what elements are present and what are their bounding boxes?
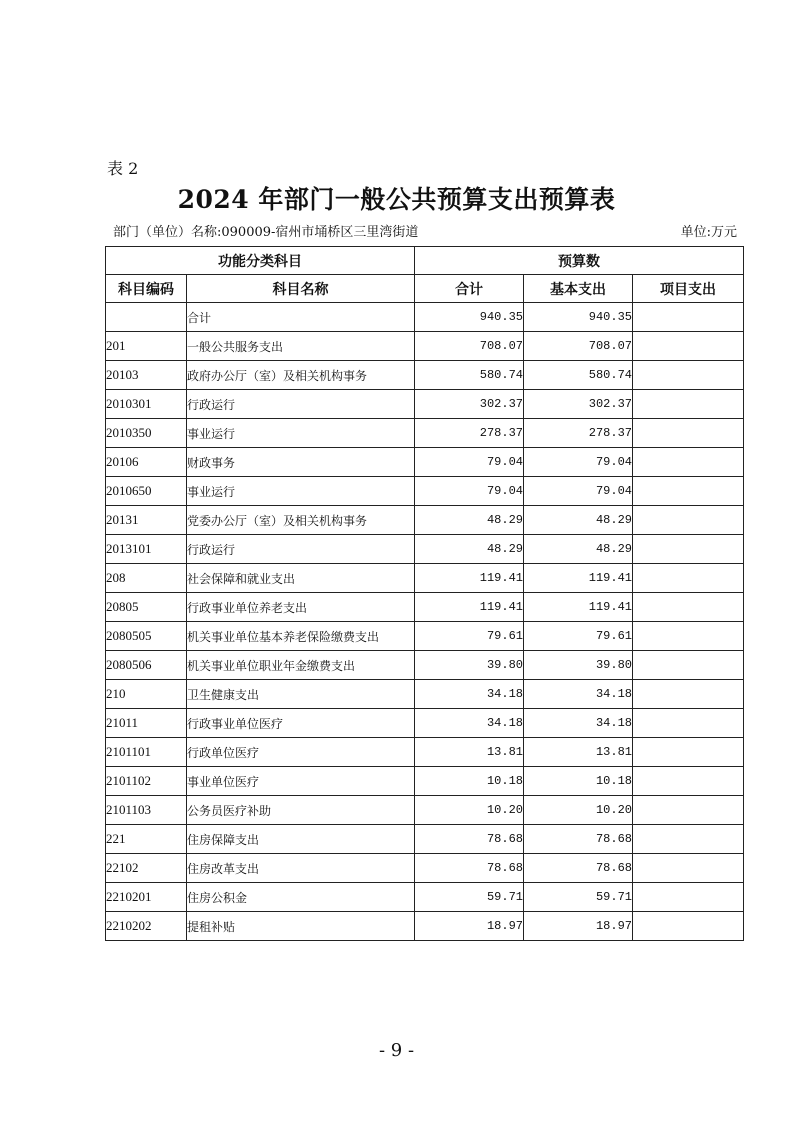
cell-basic-expenditure: 48.29 bbox=[524, 535, 633, 564]
cell-subject-name: 政府办公厅（室）及相关机构事务 bbox=[187, 361, 415, 390]
cell-subject-name: 住房改革支出 bbox=[187, 854, 415, 883]
cell-total: 48.29 bbox=[415, 506, 524, 535]
cell-total: 278.37 bbox=[415, 419, 524, 448]
cell-basic-expenditure: 78.68 bbox=[524, 825, 633, 854]
cell-total: 13.81 bbox=[415, 738, 524, 767]
cell-total: 39.80 bbox=[415, 651, 524, 680]
cell-basic-expenditure: 10.18 bbox=[524, 767, 633, 796]
cell-subject-name: 合计 bbox=[187, 303, 415, 332]
page-title: 2024 年部门一般公共预算支出预算表 bbox=[177, 185, 616, 214]
table-row bbox=[106, 593, 744, 622]
header-function-classification: 功能分类科目 bbox=[106, 247, 415, 275]
cell-basic-expenditure: 580.74 bbox=[524, 361, 633, 390]
cell-subject-name: 行政运行 bbox=[187, 390, 415, 419]
table-row bbox=[106, 361, 744, 390]
cell-subject-name: 事业运行 bbox=[187, 419, 415, 448]
table-row bbox=[106, 651, 744, 680]
cell-basic-expenditure: 119.41 bbox=[524, 564, 633, 593]
cell-total: 10.20 bbox=[415, 796, 524, 825]
table-row bbox=[106, 390, 744, 419]
cell-basic-expenditure: 34.18 bbox=[524, 680, 633, 709]
cell-project-expenditure bbox=[633, 767, 744, 796]
cell-subject-code bbox=[106, 303, 187, 332]
cell-subject-code: 21011 bbox=[106, 709, 187, 738]
cell-total: 580.74 bbox=[415, 361, 524, 390]
cell-total: 78.68 bbox=[415, 825, 524, 854]
cell-total: 940.35 bbox=[415, 303, 524, 332]
cell-basic-expenditure: 48.29 bbox=[524, 506, 633, 535]
cell-subject-code: 2080506 bbox=[106, 651, 187, 680]
cell-project-expenditure bbox=[633, 796, 744, 825]
cell-subject-code: 20805 bbox=[106, 593, 187, 622]
table-row bbox=[106, 477, 744, 506]
cell-subject-code: 20106 bbox=[106, 448, 187, 477]
cell-subject-name: 财政事务 bbox=[187, 448, 415, 477]
department-name: 部门（单位）名称:090009-宿州市埇桥区三里湾街道 bbox=[113, 225, 419, 240]
table-row bbox=[106, 448, 744, 477]
table-row bbox=[106, 303, 744, 332]
cell-subject-name: 住房保障支出 bbox=[187, 825, 415, 854]
cell-subject-code: 208 bbox=[106, 564, 187, 593]
cell-total: 78.68 bbox=[415, 854, 524, 883]
cell-total: 59.71 bbox=[415, 883, 524, 912]
cell-subject-code: 2013101 bbox=[106, 535, 187, 564]
cell-subject-name: 机关事业单位职业年金缴费支出 bbox=[187, 651, 415, 680]
cell-project-expenditure bbox=[633, 303, 744, 332]
cell-project-expenditure bbox=[633, 361, 744, 390]
cell-total: 119.41 bbox=[415, 564, 524, 593]
cell-subject-name: 事业单位医疗 bbox=[187, 767, 415, 796]
table-row bbox=[106, 854, 744, 883]
cell-project-expenditure bbox=[633, 738, 744, 767]
cell-subject-code: 20131 bbox=[106, 506, 187, 535]
table-row bbox=[106, 564, 744, 593]
cell-basic-expenditure: 79.61 bbox=[524, 622, 633, 651]
cell-total: 79.04 bbox=[415, 448, 524, 477]
cell-subject-code: 2010350 bbox=[106, 419, 187, 448]
table-row bbox=[106, 680, 744, 709]
cell-subject-name: 公务员医疗补助 bbox=[187, 796, 415, 825]
header-budget-amount: 预算数 bbox=[415, 247, 744, 275]
cell-total: 34.18 bbox=[415, 680, 524, 709]
cell-project-expenditure bbox=[633, 651, 744, 680]
table-row bbox=[106, 883, 744, 912]
table-row bbox=[106, 332, 744, 361]
cell-subject-name: 行政单位医疗 bbox=[187, 738, 415, 767]
cell-total: 79.04 bbox=[415, 477, 524, 506]
table-row bbox=[106, 912, 744, 941]
cell-subject-name: 卫生健康支出 bbox=[187, 680, 415, 709]
table-row bbox=[106, 506, 744, 535]
cell-total: 119.41 bbox=[415, 593, 524, 622]
cell-subject-name: 提租补贴 bbox=[187, 912, 415, 941]
cell-subject-code: 22102 bbox=[106, 854, 187, 883]
cell-project-expenditure bbox=[633, 390, 744, 419]
cell-basic-expenditure: 278.37 bbox=[524, 419, 633, 448]
table-row bbox=[106, 738, 744, 767]
table-body bbox=[106, 303, 744, 941]
cell-subject-code: 201 bbox=[106, 332, 187, 361]
header-subject-name: 科目名称 bbox=[187, 275, 415, 303]
cell-basic-expenditure: 708.07 bbox=[524, 332, 633, 361]
cell-subject-name: 事业运行 bbox=[187, 477, 415, 506]
cell-subject-name: 社会保障和就业支出 bbox=[187, 564, 415, 593]
cell-total: 10.18 bbox=[415, 767, 524, 796]
page-number: - 9 - bbox=[378, 1040, 415, 1061]
cell-project-expenditure bbox=[633, 419, 744, 448]
cell-project-expenditure bbox=[633, 477, 744, 506]
cell-project-expenditure bbox=[633, 593, 744, 622]
cell-basic-expenditure: 13.81 bbox=[524, 738, 633, 767]
table-row bbox=[106, 419, 744, 448]
table-label: 表 2 bbox=[107, 159, 139, 178]
cell-project-expenditure bbox=[633, 709, 744, 738]
cell-subject-code: 2010650 bbox=[106, 477, 187, 506]
header-total: 合计 bbox=[415, 275, 524, 303]
cell-subject-code: 2010301 bbox=[106, 390, 187, 419]
cell-subject-code: 210 bbox=[106, 680, 187, 709]
cell-total: 708.07 bbox=[415, 332, 524, 361]
cell-project-expenditure bbox=[633, 854, 744, 883]
cell-subject-code: 2080505 bbox=[106, 622, 187, 651]
cell-subject-name: 行政事业单位养老支出 bbox=[187, 593, 415, 622]
cell-basic-expenditure: 10.20 bbox=[524, 796, 633, 825]
cell-project-expenditure bbox=[633, 912, 744, 941]
cell-subject-name: 行政事业单位医疗 bbox=[187, 709, 415, 738]
table-row bbox=[106, 796, 744, 825]
cell-total: 34.18 bbox=[415, 709, 524, 738]
cell-basic-expenditure: 34.18 bbox=[524, 709, 633, 738]
cell-total: 302.37 bbox=[415, 390, 524, 419]
cell-project-expenditure bbox=[633, 622, 744, 651]
table-row bbox=[106, 535, 744, 564]
cell-subject-code: 2210201 bbox=[106, 883, 187, 912]
cell-subject-code: 2101101 bbox=[106, 738, 187, 767]
cell-project-expenditure bbox=[633, 448, 744, 477]
cell-basic-expenditure: 119.41 bbox=[524, 593, 633, 622]
cell-subject-code: 2101102 bbox=[106, 767, 187, 796]
table-row bbox=[106, 825, 744, 854]
cell-subject-code: 2210202 bbox=[106, 912, 187, 941]
cell-project-expenditure bbox=[633, 535, 744, 564]
cell-subject-name: 党委办公厅（室）及相关机构事务 bbox=[187, 506, 415, 535]
cell-basic-expenditure: 79.04 bbox=[524, 477, 633, 506]
cell-subject-code: 2101103 bbox=[106, 796, 187, 825]
cell-basic-expenditure: 78.68 bbox=[524, 854, 633, 883]
table-row bbox=[106, 622, 744, 651]
cell-project-expenditure bbox=[633, 680, 744, 709]
header-basic-expenditure: 基本支出 bbox=[524, 275, 633, 303]
cell-project-expenditure bbox=[633, 883, 744, 912]
table-row bbox=[106, 767, 744, 796]
header-project-expenditure: 项目支出 bbox=[633, 275, 744, 303]
cell-project-expenditure bbox=[633, 506, 744, 535]
cell-subject-name: 行政运行 bbox=[187, 535, 415, 564]
cell-basic-expenditure: 302.37 bbox=[524, 390, 633, 419]
cell-subject-name: 住房公积金 bbox=[187, 883, 415, 912]
cell-total: 18.97 bbox=[415, 912, 524, 941]
cell-basic-expenditure: 59.71 bbox=[524, 883, 633, 912]
cell-project-expenditure bbox=[633, 564, 744, 593]
cell-basic-expenditure: 940.35 bbox=[524, 303, 633, 332]
budget-table bbox=[105, 246, 744, 941]
table-row bbox=[106, 709, 744, 738]
cell-total: 79.61 bbox=[415, 622, 524, 651]
cell-subject-code: 20103 bbox=[106, 361, 187, 390]
cell-project-expenditure bbox=[633, 825, 744, 854]
header-subject-code: 科目编码 bbox=[106, 275, 187, 303]
cell-basic-expenditure: 18.97 bbox=[524, 912, 633, 941]
cell-subject-name: 机关事业单位基本养老保险缴费支出 bbox=[187, 622, 415, 651]
cell-total: 48.29 bbox=[415, 535, 524, 564]
cell-project-expenditure bbox=[633, 332, 744, 361]
cell-subject-code: 221 bbox=[106, 825, 187, 854]
cell-subject-name: 一般公共服务支出 bbox=[187, 332, 415, 361]
cell-basic-expenditure: 39.80 bbox=[524, 651, 633, 680]
cell-basic-expenditure: 79.04 bbox=[524, 448, 633, 477]
unit-label: 单位:万元 bbox=[680, 225, 737, 240]
